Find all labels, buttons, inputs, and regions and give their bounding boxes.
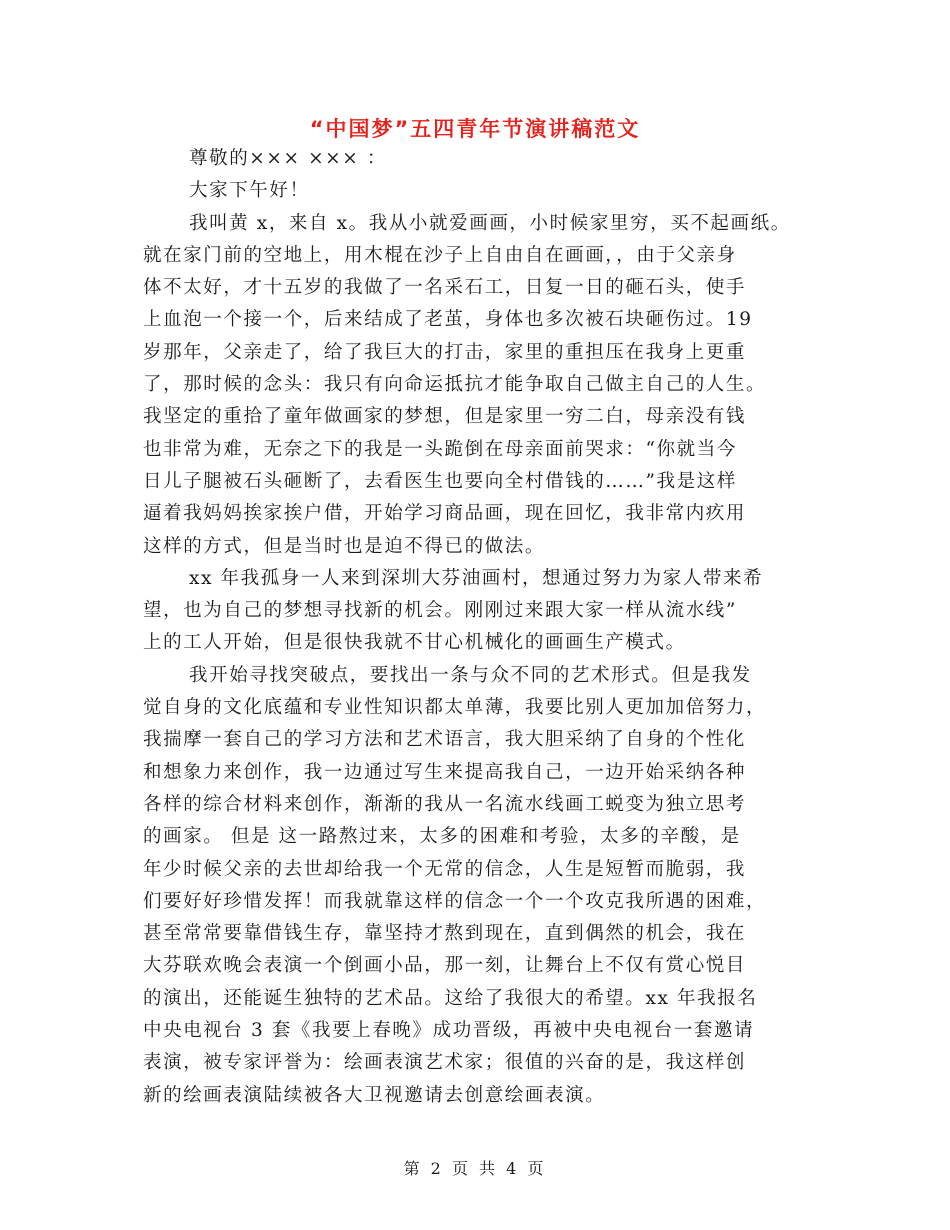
text-line: 我叫黄 x，来自 x。我从小就爱画画，小时候家里穷，买不起画纸。 [189, 212, 791, 234]
text-line: 体不太好，才十五岁的我做了一名采石工，日复一日的砸石头，使手 [143, 277, 747, 299]
text-line: 年少时候父亲的去世却给我一个无常的信念，人生是短暂而脆弱，我 [143, 858, 747, 880]
text-line: 表演，被专家评誉为：绘画表演艺术家；很值的兴奋的是，我这样创 [143, 1052, 747, 1074]
text-line: 中央电视台 3 套《我要上春晚》成功晋级，再被中央电视台一套邀请 [143, 1020, 755, 1042]
text-line: 就在家门前的空地上，用木棍在沙子上自由自在画画，，由于父亲身 [143, 244, 737, 266]
text-line: 也非常为难，无奈之下的我是一头跪倒在母亲面前哭求：“你就当今 [143, 438, 737, 460]
text-line: 的演出，还能诞生独特的艺术品。这给了我很大的希望。xx 年我报名 [143, 987, 758, 1009]
text-line: 大家下午好！ [189, 180, 310, 202]
text-line: 这样的方式，但是当时也是迫不得已的做法。 [143, 535, 546, 557]
text-line: 的画家。 但是 这一路熬过来，太多的困难和考验，太多的辛酸，是 [143, 826, 741, 848]
text-line: 甚至常常要靠借钱生存，靠坚持才熬到现在，直到偶然的机会，我在 [143, 923, 747, 945]
page-footer: 第 2 页 共 4 页 [403, 1159, 547, 1178]
text-line: 我坚定的重拾了童年做画家的梦想，但是家里一穷二白，母亲没有钱 [143, 406, 747, 428]
text-line: 觉自身的文化底蕴和专业性知识都太单薄，我要比别人更加加倍努力， [143, 697, 767, 719]
text-line: 各样的综合材料来创作，渐渐的我从一名流水线画工蜕变为独立思考 [143, 793, 747, 815]
text-line: 岁那年，父亲走了，给了我巨大的打击，家里的重担压在我身上更重 [143, 341, 747, 363]
text-line: 上血泡一个接一个，后来结成了老茧，身体也多次被石块砸伤过。19 [143, 309, 753, 331]
text-line: 望，也为自己的梦想寻找新的机会。刚刚过来跟大家一样从流水线” [143, 600, 737, 622]
text-line: 和想象力来创作，我一边通过写生来提高我自己，一边开始采纳各种 [143, 761, 747, 783]
document-title: “中国梦”五四青年节演讲稿范文 [309, 117, 641, 141]
text-line: xx 年我孤身一人来到深圳大芬油画村，想通过努力为家人带来希 [189, 567, 764, 589]
text-line: 了，那时候的念头：我只有向命运抵抗才能争取自己做主自己的人生。 [143, 374, 767, 396]
text-line: 我揣摩一套自己的学习方法和艺术语言，我大胆采纳了自身的个性化 [143, 729, 747, 751]
text-line: 们要好好珍惜发挥！而我就靠这样的信念一个一个攻克我所遇的困难， [143, 890, 767, 912]
text-line: 尊敬的××× ××× ： [189, 148, 387, 169]
text-line: 日儿子腿被石头砸断了，去看医生也要向全村借钱的……”我是这样 [143, 470, 737, 492]
text-line: 上的工人开始，但是很快我就不甘心机械化的画画生产模式。 [143, 632, 686, 654]
text-line: 新的绘画表演陆续被各大卫视邀请去创意绘画表演。 [143, 1084, 606, 1106]
document-body [143, 143, 823, 1112]
text-line: 大芬联欢晚会表演一个倒画小品，那一刻，让舞台上不仅有赏心悦目 [143, 955, 747, 977]
text-line: 逼着我妈妈挨家挨户借，开始学习商品画，现在回忆，我非常内疚用 [143, 503, 747, 525]
text-line: 我开始寻找突破点，要找出一条与众不同的艺术形式。但是我发 [189, 664, 752, 686]
